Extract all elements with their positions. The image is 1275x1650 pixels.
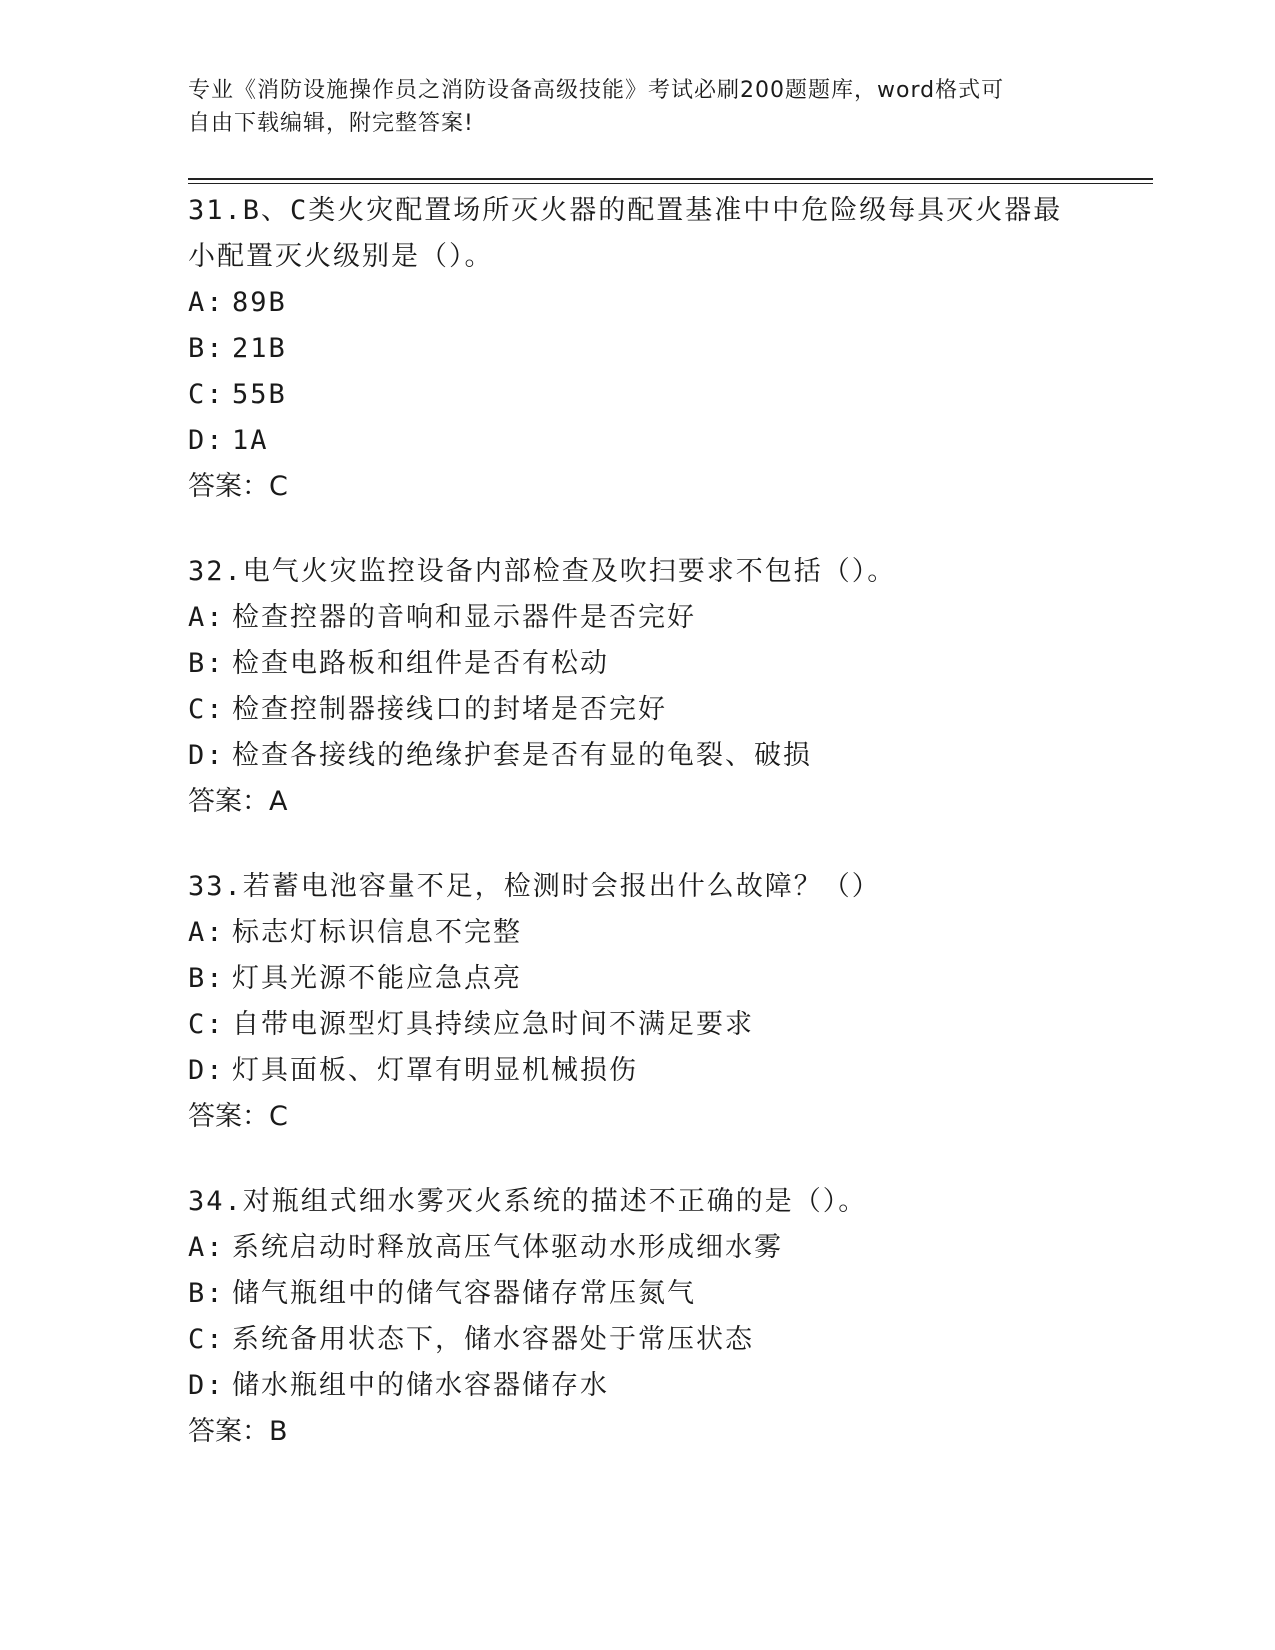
question-33 [188,864,1088,1140]
option-text: 检查各接线的绝缘护套是否有显的龟裂、破损 [232,740,812,771]
question-stem: 31.B、C类火灾配置场所灭火器的配置基准中中危险级每具灭火器最小配置灭火级别是（）。 [188,195,1063,272]
option-key: D: [188,1370,225,1401]
option-text: 55B [232,379,287,410]
option-d [188,733,1088,779]
option-text: 检查控制器接线口的封堵是否完好 [232,694,667,725]
answer-line: 答案：C [188,1101,288,1132]
option-text: 检查控器的音响和显示器件是否完好 [232,602,696,633]
option-key: A: [188,917,225,948]
answer-line: 答案：C [188,471,288,502]
option-key: D: [188,740,225,771]
option-key: B: [188,1278,225,1309]
option-c [188,1317,1088,1363]
question-list [188,188,1088,1494]
option-key: B: [188,333,225,364]
option-b [188,956,1088,1002]
option-d [188,418,1088,464]
option-key: D: [188,425,225,456]
option-d [188,1363,1088,1409]
option-key: B: [188,648,225,679]
option-text: 1A [232,425,269,456]
header-line-1: 专业《消防设施操作员之消防设备高级技能》考试必刷200题题库，word格式可 [188,78,1005,103]
question-34 [188,1179,1088,1455]
option-key: A: [188,1232,225,1263]
option-text: 储水瓶组中的储水容器储存水 [232,1370,609,1401]
option-key: C: [188,1009,225,1040]
option-b [188,1271,1088,1317]
option-c [188,372,1088,418]
option-a [188,595,1088,641]
answer-line: 答案：B [188,1416,288,1447]
option-text: 检查电路板和组件是否有松动 [232,648,609,679]
option-text: 系统启动时释放高压气体驱动水形成细水雾 [232,1232,783,1263]
question-stem: 34.对瓶组式细水雾灭火系统的描述不正确的是（）。 [188,1186,868,1217]
option-text: 储气瓶组中的储气容器储存常压氮气 [232,1278,696,1309]
option-a [188,1225,1088,1271]
option-key: A: [188,287,225,318]
option-key: B: [188,963,225,994]
option-key: A: [188,602,225,633]
question-31 [188,188,1088,510]
option-text: 灯具面板、灯罩有明显机械损伤 [232,1055,638,1086]
answer-line: 答案：A [188,786,288,817]
option-c [188,1002,1088,1048]
document-header [188,74,1088,140]
option-text: 标志灯标识信息不完整 [232,917,522,948]
header-rule-thin [188,183,1153,184]
question-stem: 32.电气火灾监控设备内部检查及吹扫要求不包括（）。 [188,556,897,587]
header-line-2: 自由下载编辑，附完整答案! [188,111,474,136]
question-32 [188,549,1088,825]
option-text: 21B [232,333,287,364]
option-text: 自带电源型灯具持续应急时间不满足要求 [232,1009,754,1040]
header-rule-thick [188,178,1153,180]
option-key: D: [188,1055,225,1086]
option-key: C: [188,694,225,725]
option-text: 系统备用状态下，储水容器处于常压状态 [232,1324,754,1355]
option-text: 89B [232,287,287,318]
option-key: C: [188,1324,225,1355]
option-a [188,910,1088,956]
option-b [188,641,1088,687]
option-d [188,1048,1088,1094]
option-key: C: [188,379,225,410]
option-a [188,280,1088,326]
option-b [188,326,1088,372]
option-text: 灯具光源不能应急点亮 [232,963,522,994]
option-c [188,687,1088,733]
question-stem: 33.若蓄电池容量不足，检测时会报出什么故障？（） [188,871,881,902]
